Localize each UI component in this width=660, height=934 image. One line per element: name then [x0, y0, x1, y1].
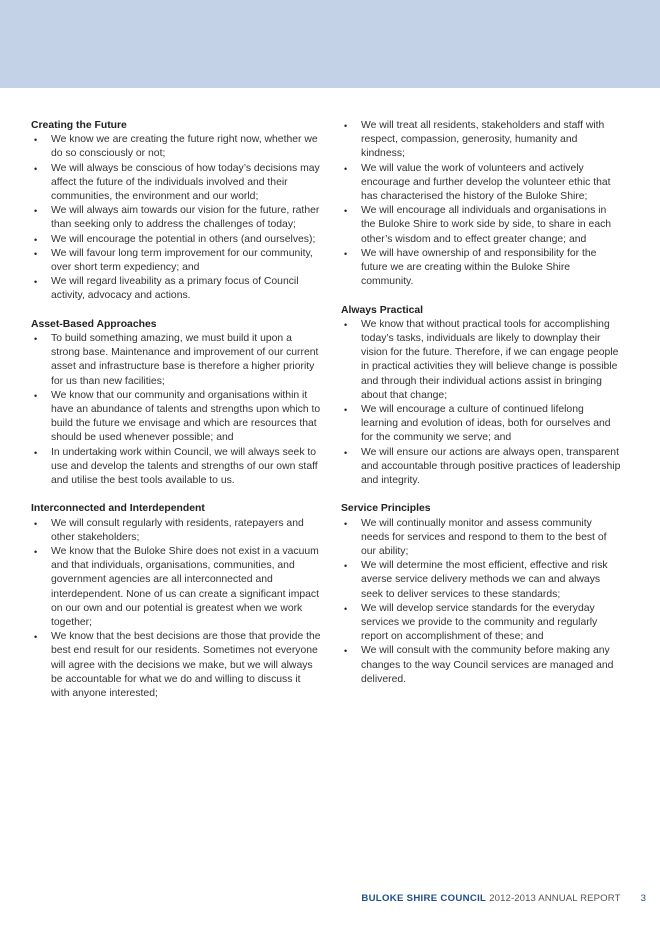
list-item-text: We know that the Buloke Shire does not exist in a vacuum and that individuals, organisations, communities, and government agencies are all interconnected and interdependent. None of us can create a significant impact on our own and our potential is greatest when we work together;: [51, 546, 320, 629]
section-heading: Asset-Based Approaches: [31, 318, 157, 330]
list-item: [31, 517, 321, 545]
bullet-icon: •: [344, 405, 348, 416]
list-item-text: We will have ownership of and responsibility for the future we are creating within the Buloke Shire community.: [361, 247, 597, 288]
bullet-icon: •: [344, 121, 348, 131]
header-band: [0, 0, 660, 88]
bullet-icon: •: [34, 447, 38, 458]
list-item: [341, 403, 621, 446]
list-item: [341, 204, 621, 247]
bullet-icon: •: [34, 277, 38, 288]
left-column: [31, 119, 321, 715]
section-heading: Creating the Future: [31, 120, 127, 131]
section-continued: [341, 119, 621, 289]
section-heading: Interconnected and Interdependent: [31, 503, 205, 515]
bullet-list: [341, 318, 621, 488]
bullet-icon: •: [34, 632, 38, 643]
list-item: [31, 446, 321, 489]
list-item-text: We will develop service standards for the everyday services we provide to the community and regularly report on accomplishment of these; and: [361, 602, 598, 643]
list-item: [341, 318, 621, 403]
bullet-icon: •: [34, 163, 38, 174]
bullet-list: [31, 133, 321, 303]
bullet-icon: •: [34, 206, 38, 217]
page-footer: [361, 893, 646, 904]
bullet-icon: •: [34, 390, 38, 401]
list-item-text: We know that without practical tools for accomplishing today’s tasks, individuals are likely to downplay their vision for the future. Therefore, if we can engage people in practical activities they will believe change is possible and through their individual actions assist in bringing about that change;: [361, 318, 619, 401]
bullet-icon: •: [344, 603, 348, 614]
bullet-icon: •: [344, 319, 348, 330]
list-item: [341, 119, 621, 162]
list-item-text: We will determine the most efficient, effective and risk averse service delivery methods we can and always seek to deliver services to these standards;: [361, 560, 608, 600]
bullet-icon: •: [34, 547, 38, 558]
bullet-icon: •: [344, 447, 348, 458]
list-item: [31, 204, 321, 232]
list-item: [341, 559, 621, 602]
list-item-text: We will always be conscious of how today’s decisions may affect the future of the individuals involved and their communities, the environment and our world;: [51, 162, 320, 203]
list-item: [31, 545, 321, 630]
list-item-text: We will value the work of volunteers and actively encourage and further develop the volunteer ethic that has characterised the history of the Buloke Shire;: [361, 162, 611, 203]
list-item: [31, 133, 321, 161]
list-item: [341, 446, 621, 489]
list-item: [341, 247, 621, 290]
list-item: [31, 332, 321, 389]
bullet-icon: •: [344, 248, 348, 259]
list-item: [31, 162, 321, 205]
list-item: [31, 389, 321, 446]
list-item-text: To build something amazing, we must build it upon a strong base. Maintenance and improvement of our current asset and infrastructure base is therefore a higher priority for us than new facilities;: [51, 333, 319, 387]
list-item-text: We will continually monitor and assess community needs for services and respond to them to the best of our ability;: [361, 517, 607, 558]
bullet-icon: •: [34, 135, 38, 146]
bullet-icon: •: [34, 234, 38, 245]
list-item-text: We will always aim towards our vision for the future, rather than seeking only to address the challenges of today;: [51, 205, 320, 231]
list-item-text: We will consult with the community before making any changes to the way Council services are managed and delivered.: [361, 645, 614, 685]
list-item-text: We know that the best decisions are those that provide the best end result for our residents. Sometimes not everyone will agree with the decisions we make, but we will always be accountable for what we do and willing to discuss it with anyone interested;: [51, 631, 321, 700]
bullet-icon: •: [344, 206, 348, 217]
section-heading: Service Principles: [341, 503, 431, 515]
list-item-text: We will consult regularly with residents, ratepayers and other stakeholders;: [51, 517, 304, 543]
list-item-text: We will ensure our actions are always open, transparent and accountable through positive practices of leadership and integrity.: [361, 446, 621, 487]
bullet-icon: •: [34, 518, 38, 529]
footer-organization: BULOKE SHIRE COUNCIL: [361, 893, 487, 904]
footer-report-title: 2012-2013 ANNUAL REPORT: [489, 893, 621, 904]
bullet-icon: •: [34, 248, 38, 259]
section-creating-the-future: [31, 119, 321, 304]
section-service-principles: [341, 502, 621, 687]
list-item-text: We will treat all residents, stakeholders and staff with respect, compassion, generosity, humanity and kindness;: [361, 120, 605, 160]
bullet-icon: •: [34, 334, 38, 345]
list-item: [341, 517, 621, 560]
bullet-icon: •: [344, 163, 348, 174]
bullet-list: [31, 332, 321, 488]
page-number: 3: [640, 893, 646, 904]
list-item: [341, 644, 621, 687]
list-item: [31, 275, 321, 303]
list-item: [31, 233, 321, 247]
list-item-text: In undertaking work within Council, we will always seek to use and develop the talents and strengths of our own staff and utilise the best tools available to us.: [51, 446, 318, 487]
list-item-text: We know that our community and organisations within it have an abundance of talents and strengths upon which to build the future we envisage and which are resources that should be used whenever possible; and: [51, 389, 321, 444]
list-item-text: We will regard liveability as a primary focus of Council activity, advocacy and actions.: [51, 276, 299, 302]
section-asset-based-approaches: [31, 318, 321, 488]
list-item: [31, 247, 321, 275]
list-item-text: We will encourage the potential in others (and ourselves);: [51, 233, 316, 245]
list-item: [341, 602, 621, 645]
bullet-icon: •: [344, 518, 348, 529]
right-column: [341, 119, 621, 701]
bullet-icon: •: [344, 561, 348, 572]
list-item: [341, 162, 621, 205]
section-heading: Always Practical: [341, 304, 424, 316]
bullet-list: [341, 119, 621, 289]
section-interconnected-and-interdependent: [31, 502, 321, 701]
list-item-text: We will favour long term improvement for our community, over short term expediency; and: [51, 247, 313, 274]
list-item-text: We will encourage all individuals and organisations in the Buloke Shire to work side by side, to share in each other’s wisdom and to effect greater change; and: [361, 205, 612, 245]
list-item-text: We know we are creating the future right now, whether we do so consciously or not;: [51, 134, 318, 160]
list-item-text: We will encourage a culture of continued lifelong learning and evolution of ideas, both for ourselves and for the community we serve; and: [361, 404, 611, 444]
list-item: [31, 630, 321, 701]
bullet-list: [341, 517, 621, 687]
bullet-list: [31, 517, 321, 702]
bullet-icon: •: [344, 646, 348, 657]
section-always-practical: [341, 304, 621, 489]
